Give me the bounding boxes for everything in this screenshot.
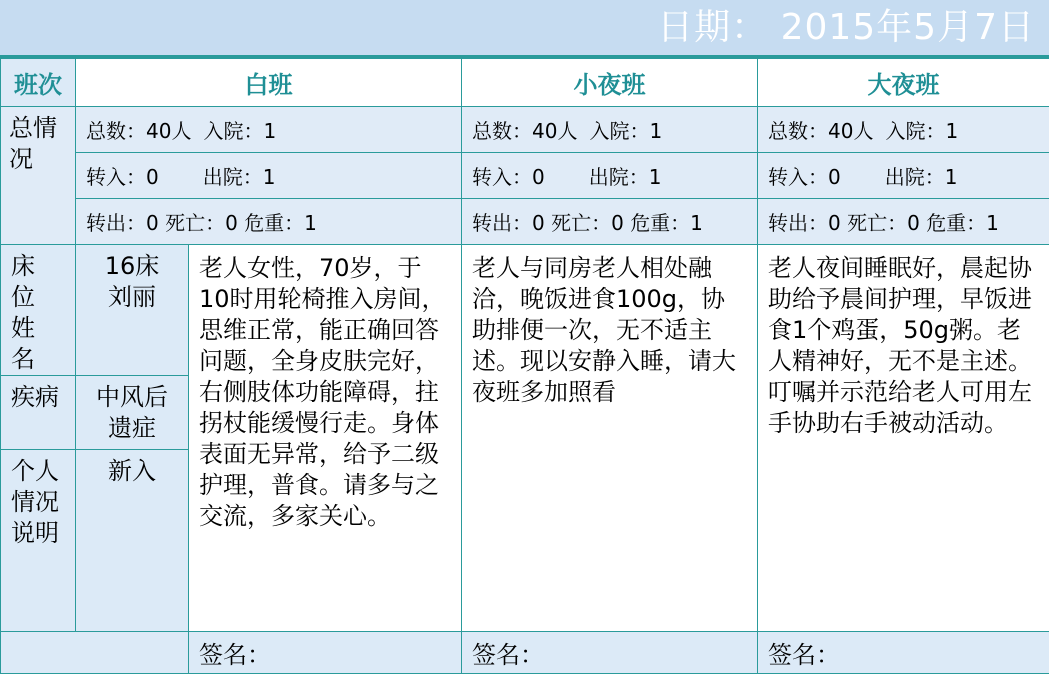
day-shift-note: 老人女性，70岁，于10时用轮椅推入房间，思维正常，能正确回答问题，全身皮肤完好，右侧肢体功能障碍，拄拐杖能缓慢行走。身体表面无异常，给予二级护理，普食。请多与之交流，多家关心。	[189, 245, 462, 632]
evening-signature[interactable]: 签名：	[462, 632, 758, 674]
evening-summary-2: 转入：0 出院：1	[462, 153, 758, 199]
day-shift-header: 白班	[76, 59, 462, 107]
evening-shift-note: 老人与同房老人相处融洽，晚饭进食100g，协助排便一次，无不适主述。现以安静入睡，请大夜班多加照看	[462, 245, 758, 632]
patient-row-bed	[1, 245, 1049, 376]
disease-value: 中风后遗症	[76, 376, 189, 450]
bed-value: 16床刘丽	[76, 245, 189, 376]
status-label: 个人情况说明	[1, 450, 76, 632]
night-shift-note: 老人夜间睡眠好，晨起协助给予晨间护理，早饭进食1个鸡蛋，50g粥。老人精神好，无不是主述。叮嘱并示范给老人可用左手协助右手被动活动。	[758, 245, 1049, 632]
day-signature[interactable]: 签名：	[189, 632, 462, 674]
shift-label: 班次	[1, 59, 76, 107]
evening-summary-3: 转出：0 死亡：0 危重：1	[462, 199, 758, 245]
summary-row-3	[1, 199, 1049, 245]
disease-label: 疾病	[1, 376, 76, 450]
day-summary-3: 转出：0 死亡：0 危重：1	[76, 199, 462, 245]
day-summary-2: 转入：0 出院：1	[76, 153, 462, 199]
signature-row	[1, 632, 1049, 674]
evening-summary-1: 总数：40人 入院：1	[462, 107, 758, 153]
header-row	[1, 59, 1049, 107]
record-date: 日期： 2015年5月7日	[657, 6, 1035, 50]
night-shift-header: 大夜班	[758, 59, 1049, 107]
status-value: 新入	[76, 450, 189, 632]
summary-row-2	[1, 153, 1049, 199]
date-banner	[0, 0, 1049, 58]
night-summary-3: 转出：0 死亡：0 危重：1	[758, 199, 1049, 245]
evening-shift-header: 小夜班	[462, 59, 758, 107]
night-signature[interactable]: 签名：	[758, 632, 1049, 674]
night-summary-2: 转入：0 出院：1	[758, 153, 1049, 199]
night-summary-1: 总数：40人 入院：1	[758, 107, 1049, 153]
signature-blank	[1, 632, 189, 674]
summary-row-1	[1, 107, 1049, 153]
day-summary-1: 总数：40人 入院：1	[76, 107, 462, 153]
summary-label: 总情况	[1, 107, 76, 245]
bed-label: 床位姓名	[1, 245, 76, 376]
shift-handover-table	[0, 58, 1049, 674]
